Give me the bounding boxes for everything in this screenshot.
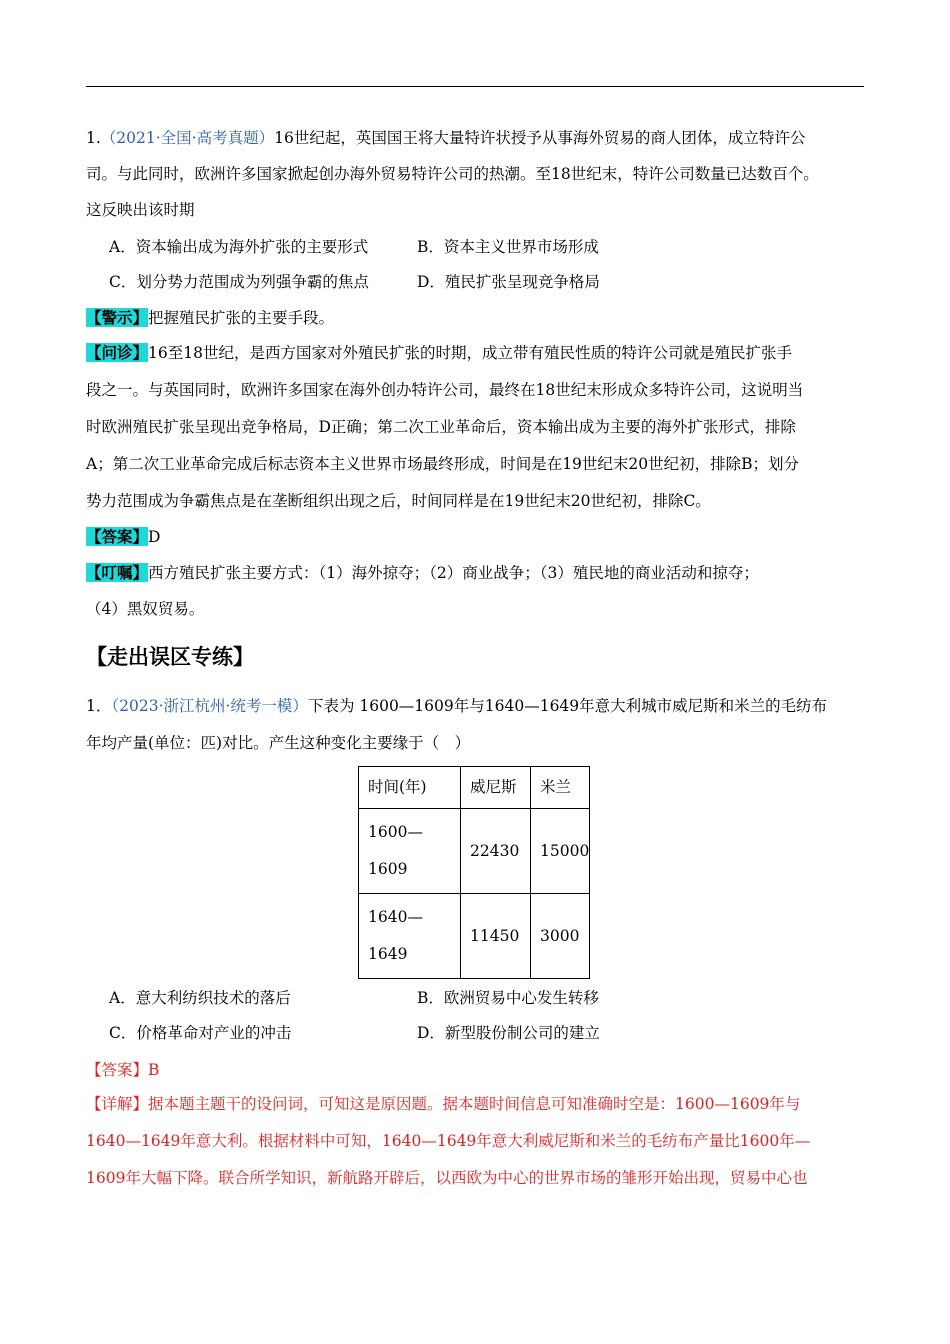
q1-diagnosis-line5: 势力范围成为争霸焦点是在垄断组织出现之后，时间同样是在19世纪末20世纪初，排除C。 <box>86 492 711 510</box>
q2-source: （2023·浙江杭州·统考一模） <box>111 697 308 715</box>
q1-diagnosis-line1 <box>86 335 876 372</box>
q2-stem-text1: 下表为 1600—1609年与1640—1649年意大利城市威尼斯和米兰的毛纺布 <box>307 697 828 715</box>
q1-stem-line3: 这反映出该时期 <box>86 201 195 219</box>
q2-option-c: C．价格革命对产业的冲击 <box>109 1024 292 1042</box>
q2-stem-line2: 年均产量(单位：匹)对比。产生这种变化主要缘于（ ） <box>86 734 471 752</box>
reminder-text1: 西方殖民扩张主要方式：（1）海外掠夺；（2）商业战争；（3）殖民地的商业活动和掠夺； <box>148 564 759 582</box>
q2-detail-line3: 1609年大幅下降。联合所学知识，新航路开辟后，以西欧为中心的世界市场的雏形开始出现，贸易中心也 <box>86 1169 808 1187</box>
warning-label: 【警示】 <box>86 308 149 327</box>
q1-stem-text1: 16世纪起，英国国王将大量特许状授予从事海外贸易的商人团体，成立特许公 <box>274 129 806 147</box>
period-end: 1609 <box>368 860 408 878</box>
q1-reminder-line1 <box>86 555 876 592</box>
q1-reminder-line2: （4）黑奴贸易。 <box>86 600 205 618</box>
period-cell <box>359 809 461 894</box>
header-period: 时间(年) <box>359 767 461 809</box>
table-row <box>359 809 590 894</box>
production-table <box>358 766 590 979</box>
q2-answer-text: B <box>148 1061 160 1079</box>
q2-answer <box>86 1052 876 1089</box>
q1-stem-line2: 司。与此同时，欧洲许多国家掀起创办海外贸易特许公司的热潮。至18世纪末，特许公司数量已达数百个。 <box>86 165 819 183</box>
period-start: 1600— <box>368 823 423 841</box>
q2-option-a: A．意大利纺织技术的落后 <box>109 989 291 1007</box>
period-end: 1649 <box>368 945 408 963</box>
q1-answer <box>86 519 876 556</box>
q2-stem-line1 <box>86 688 876 725</box>
diagnosis-text1: 16至18世纪，是西方国家对外殖民扩张的时期，成立带有殖民性质的特许公司就是殖民扩张手 <box>148 344 792 362</box>
q1-warning <box>86 300 876 337</box>
warning-text: 把握殖民扩张的主要手段。 <box>148 309 335 327</box>
answer-label: 【答案】 <box>86 527 149 546</box>
header-venice: 威尼斯 <box>461 767 531 809</box>
diagnosis-label: 【问诊】 <box>86 343 149 362</box>
q1-number: 1. <box>86 129 101 147</box>
detail-text1: 据本题主题干的设问词，可知这是原因题。据本题时间信息可知准确时空是：1600—1609年与 <box>148 1095 801 1113</box>
q1-diagnosis-line3: 时欧洲殖民扩张呈现出竞争格局，D正确；第二次工业革命后，资本输出成为主要的海外扩张形式，排除 <box>86 418 796 436</box>
venice-cell: 11450 <box>461 894 531 979</box>
header-milan: 米兰 <box>531 767 590 809</box>
q2-number: 1． <box>86 697 112 715</box>
q1-option-b: B．资本主义世界市场形成 <box>417 238 599 256</box>
q2-option-d: D．新型股份制公司的建立 <box>417 1024 600 1042</box>
q1-diagnosis-line4: A；第二次工业革命完成后标志资本主义世界市场最终形成，时间是在19世纪末20世纪初，排除B；划分 <box>86 455 800 473</box>
q2-detail-line2: 1640—1649年意大利。根据材料中可知，1640—1649年意大利威尼斯和米兰的毛纺布产量比1600年— <box>86 1132 811 1150</box>
table-header-row <box>359 767 590 809</box>
period-start: 1640— <box>368 908 423 926</box>
period-cell <box>359 894 461 979</box>
q1-diagnosis-line2: 段之一。与英国同时，欧洲许多国家在海外创办特许公司，最终在18世纪末形成众多特许公司，这说明当 <box>86 381 804 399</box>
q1-stem-line1 <box>86 120 876 157</box>
detail-label: 【详解】 <box>86 1095 149 1113</box>
answer-text: D <box>148 528 161 546</box>
milan-cell: 15000 <box>531 809 590 894</box>
milan-cell: 3000 <box>531 894 590 979</box>
q2-option-b: B．欧洲贸易中心发生转移 <box>417 989 599 1007</box>
q1-source: （2021·全国·高考真题） <box>100 129 275 147</box>
q1-option-a: A．资本输出成为海外扩张的主要形式 <box>109 238 369 256</box>
q1-option-c: C．划分势力范围成为列强争霸的焦点 <box>109 273 369 291</box>
q2-detail-line1 <box>86 1086 876 1123</box>
table-row <box>359 894 590 979</box>
q1-option-d: D．殖民扩张呈现竞争格局 <box>417 273 600 291</box>
header-rule <box>86 86 864 87</box>
reminder-label: 【叮嘱】 <box>86 563 149 582</box>
venice-cell: 22430 <box>461 809 531 894</box>
q2-answer-label: 【答案】 <box>86 1061 149 1079</box>
section-title: 【走出误区专练】 <box>86 645 254 669</box>
